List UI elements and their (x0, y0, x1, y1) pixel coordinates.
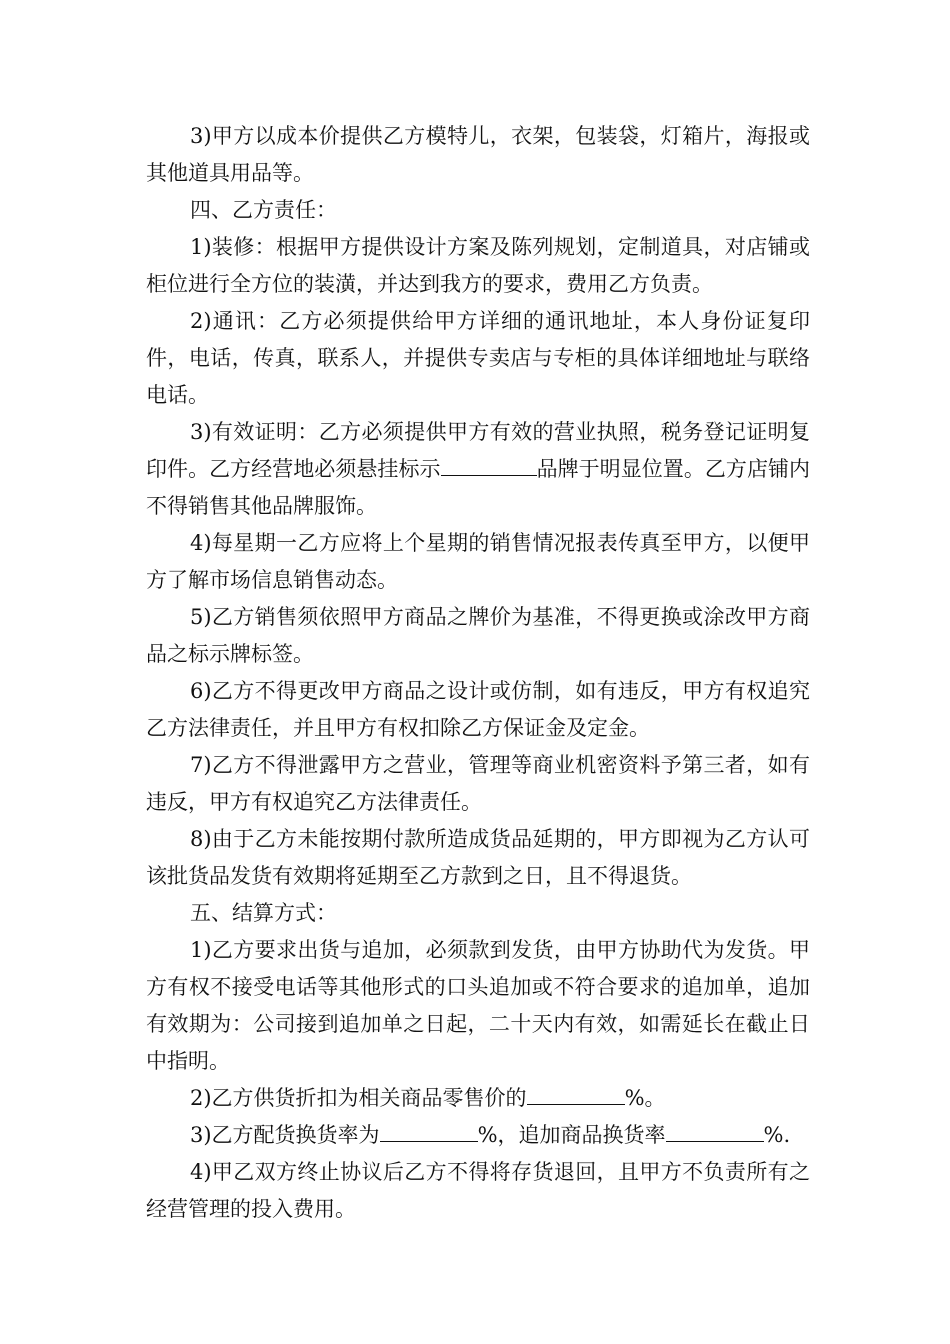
paragraph-text: 5)乙方销售须依照甲方商品之牌价为基准，不得更换或涂改甲方商品之标示牌标签。 (146, 605, 810, 666)
paragraph (146, 932, 810, 1080)
paragraph (146, 118, 810, 192)
paragraph-text: 1)装修：根据甲方提供设计方案及陈列规划，定制道具，对店铺或柜位进行全方位的装潢，并达到我方的要求，费用乙方负责。 (146, 235, 810, 296)
paragraph (146, 1117, 810, 1154)
section-heading-text: 四、乙方责任： (190, 198, 337, 222)
paragraph-text: 4)每星期一乙方应将上个星期的销售情况报表传真至甲方，以便甲方了解市场信息销售动态。 (146, 531, 810, 592)
paragraph-text: 1)乙方要求出货与追加，必须款到发货，由甲方协助代为发货。甲方有权不接受电话等其他形式的口头追加或不符合要求的追加单，追加有效期为：公司接到追加单之日起，二十天内有效，如需延长在截止日中指明。 (146, 938, 810, 1073)
section-heading (146, 895, 810, 932)
paragraph-text: 3)乙方配货换货率为 (190, 1123, 380, 1147)
paragraph (146, 229, 810, 303)
paragraph-text: 7)乙方不得泄露甲方之营业，管理等商业机密资料予第三者，如有违反，甲方有权追究乙方法律责任。 (146, 753, 810, 814)
paragraph-text: 8)由于乙方未能按期付款所造成货品延期的，甲方即视为乙方认可该批货品发货有效期将延期至乙方款到之日，且不得退货。 (146, 827, 810, 888)
paragraph-text: %。 (624, 1086, 666, 1110)
paragraph (146, 821, 810, 895)
document-body (146, 118, 810, 1228)
fill-in-blank (380, 1121, 478, 1142)
paragraph (146, 525, 810, 599)
paragraph-text: 2)乙方供货折扣为相关商品零售价的 (190, 1086, 527, 1110)
fill-in-blank (441, 455, 537, 476)
paragraph (146, 1080, 810, 1117)
paragraph (146, 673, 810, 747)
paragraph (146, 747, 810, 821)
paragraph-text: 4)甲乙双方终止协议后乙方不得将存货退回，且甲方不负责所有之经营管理的投入费用。 (146, 1160, 810, 1221)
paragraph (146, 414, 810, 525)
paragraph (146, 599, 810, 673)
paragraph-text: 6)乙方不得更改甲方商品之设计或仿制，如有违反，甲方有权追究乙方法律责任，并且甲方有权扣除乙方保证金及定金。 (146, 679, 810, 740)
paragraph (146, 303, 810, 414)
fill-in-blank (666, 1121, 764, 1142)
section-heading (146, 192, 810, 229)
paragraph-text: 品牌于明显位置。乙方店铺内不得销售其他品牌服饰。 (146, 457, 811, 518)
paragraph-text: 3)甲方以成本价提供乙方模特儿，衣架，包装袋，灯箱片，海报或其他道具用品等。 (146, 124, 810, 185)
paragraph (146, 1154, 810, 1228)
paragraph-text: 3)有效证明：乙方必须提供甲方有效的营业执照，税务登记证明复印件。乙方经营地必须悬挂标示 (146, 420, 810, 481)
fill-in-blank (527, 1084, 625, 1105)
paragraph-text: %，追加商品换货率 (477, 1123, 666, 1147)
section-heading-text: 五、结算方式： (190, 901, 337, 925)
paragraph-text: %. (763, 1123, 791, 1147)
paragraph-text: 2)通讯：乙方必须提供给甲方详细的通讯地址，本人身份证复印件，电话，传真，联系人，并提供专卖店与专柜的具体详细地址与联络电话。 (146, 309, 810, 407)
